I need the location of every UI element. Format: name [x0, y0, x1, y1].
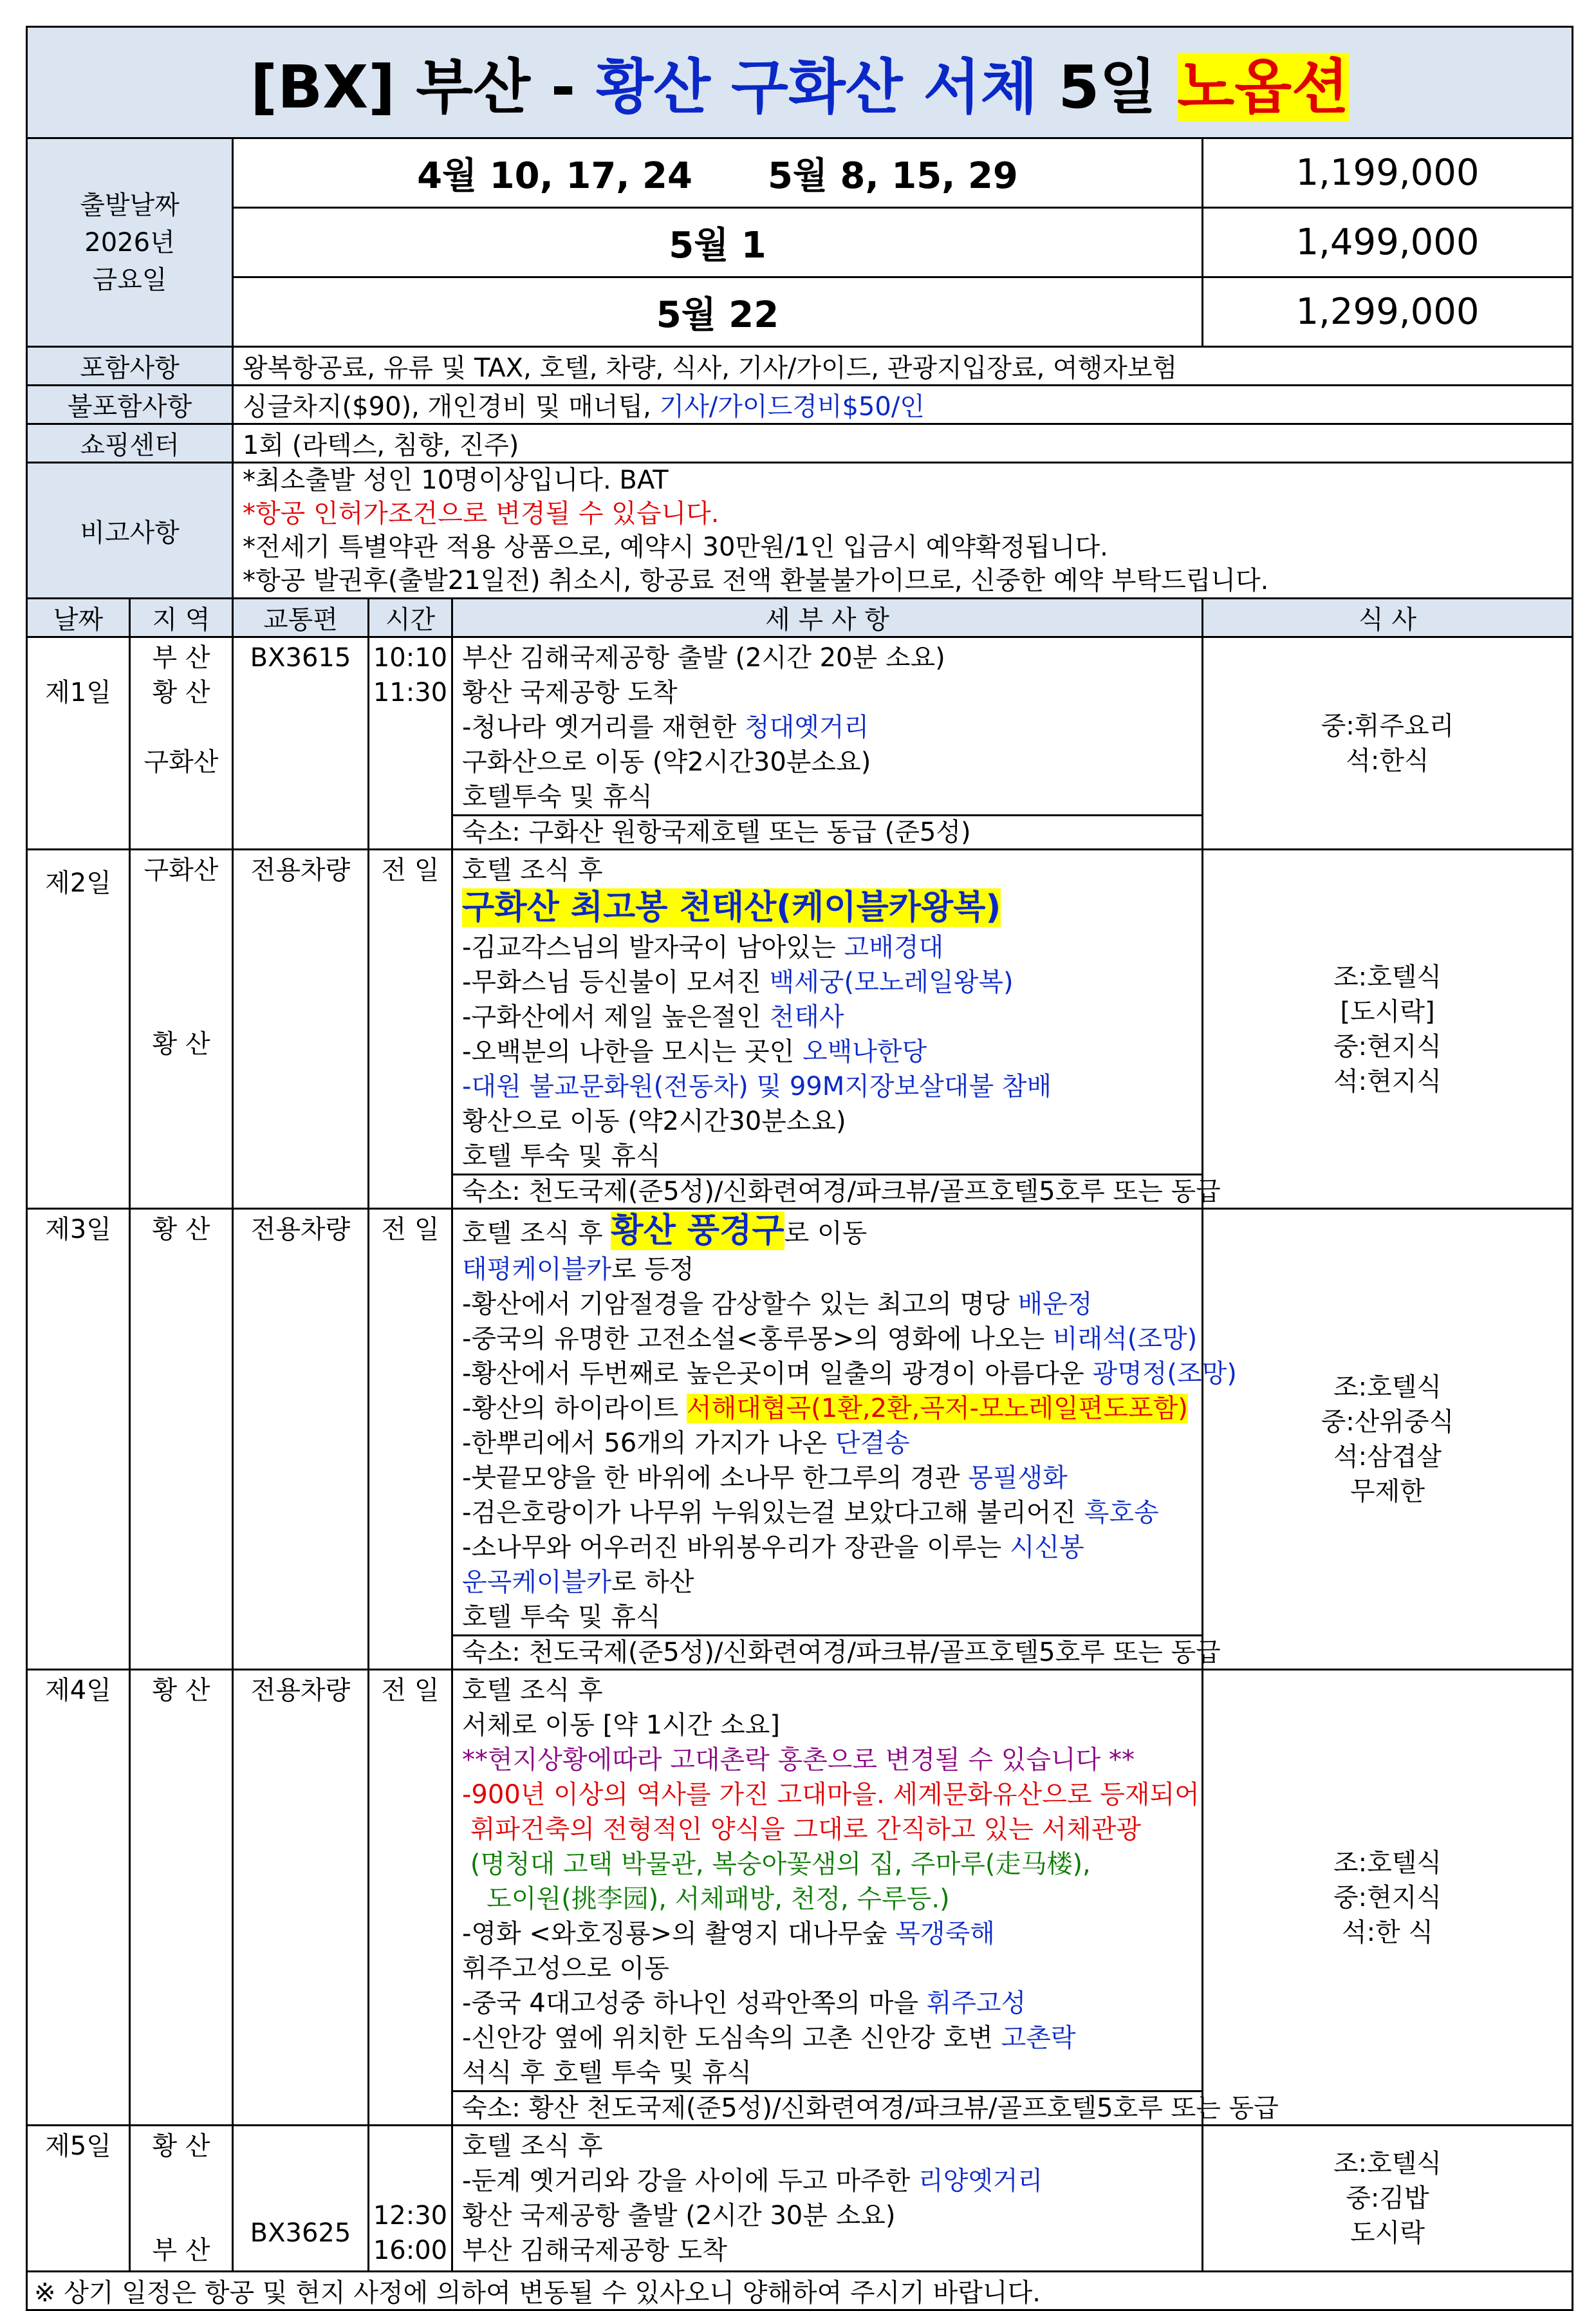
detail-text: -황산에서 두번째로 높은곳이며 일출의 광경이 아름다운	[462, 1359, 1093, 1389]
sight-name: 청대옛거리	[744, 713, 869, 742]
day-5-row	[27, 2126, 1573, 2272]
sight-name: 휘주고성	[926, 1988, 1026, 2018]
detail-line: 호텔투숙 및 휴식	[462, 782, 653, 812]
departure-dates-1: 4월 10, 17, 24 5월 8, 15, 29	[233, 138, 1203, 208]
sight-name: 고촌락	[1001, 2023, 1076, 2053]
day-label	[27, 850, 130, 1209]
region-huangshan: 황 산	[152, 1029, 210, 1059]
detail-line	[462, 1391, 1202, 1426]
departure-price-2: 1,499,000	[1203, 208, 1573, 277]
meal-breakfast: 조:호텔식	[1333, 1848, 1442, 1878]
detail-line: 황산 국제공항 도착	[462, 678, 678, 707]
lodging-info: 숙소: 천도국제(준5성)/신화련여경/파크뷰/골프호텔5호루 또는 동급	[453, 1174, 1202, 1208]
sight-name: 리양옛거리	[918, 2166, 1043, 2196]
detail-line: 서체로 이동 [약 1시간 소요]	[462, 1710, 780, 1740]
sight-name: 배운정	[1017, 1289, 1093, 1319]
detail-line: 호텔 투숙 및 휴식	[462, 1602, 661, 1632]
detail-text: 로 등정	[611, 1255, 694, 1284]
day-label: 제5일	[27, 2126, 130, 2272]
day-label: 제3일	[27, 1209, 130, 1670]
detail-line	[462, 1000, 1202, 1034]
notes-label: 비고사항	[27, 463, 233, 599]
day-transport: 전용차량	[233, 850, 369, 1209]
detail-text: -신안강 옆에 위치한 도심속의 고촌 신안강 호변	[462, 2023, 1001, 2053]
title-prefix: [BX] 부산 -	[250, 53, 597, 122]
excluded-label: 불포함사항	[27, 386, 233, 424]
day-detail	[452, 1209, 1237, 1670]
itinerary-table	[26, 26, 1573, 2311]
departure-label-2: 2026년	[84, 227, 175, 257]
day-transport	[233, 2126, 369, 2272]
sight-name: 단결송	[835, 1428, 910, 1458]
meal-dinner-note: 무제한	[1350, 1476, 1425, 1506]
meal-dinner: 석:한 식	[1341, 1917, 1434, 1947]
detail-line: 부산 김해국제공항 출발 (2시간 20분 소요)	[462, 643, 945, 673]
detail-line: 호텔 투숙 및 휴식	[462, 1141, 661, 1171]
sight-name: 시신봉	[1009, 1533, 1084, 1562]
day-transport: 전용차량	[233, 1209, 369, 1670]
main-highlight: 구화산 최고봉 천태산(케이블카왕복)	[462, 888, 1001, 927]
day-3-row	[27, 1209, 1573, 1670]
departure-price-3: 1,299,000	[1203, 277, 1573, 347]
excluded-text	[233, 386, 1573, 424]
note-1: *최소출발 성인 10명이상입니다. BAT	[243, 465, 669, 495]
day-label	[27, 637, 130, 850]
detail-line	[462, 930, 1202, 965]
detail-text: -황산의 하이라이트	[462, 1394, 687, 1423]
detail-text: -구화산에서 제일 높은절인	[462, 1002, 770, 1032]
title-destinations: 황산 구화산 서체	[596, 53, 1038, 122]
region-busan: 부 산	[152, 643, 210, 673]
meal-dinner: 석:한식	[1346, 745, 1429, 776]
meal-boxed: [도시락]	[1340, 996, 1435, 1027]
header-detail: 세 부 사 항	[452, 599, 1203, 637]
time-arrive: 11:30	[373, 678, 448, 707]
day-region	[130, 637, 233, 850]
day-time: 전 일	[369, 1670, 452, 2126]
detail-line: 휘주고성으로 이동	[462, 1954, 669, 1983]
departure-dates-2: 5월 1	[233, 208, 1203, 277]
detail-line	[462, 2164, 1202, 2198]
day-4-row	[27, 1670, 1573, 2126]
detail-text: -무화스님 등신불이 모셔진	[462, 968, 770, 997]
detail-line	[462, 1322, 1202, 1356]
title-no-option-badge: 노옵션	[1177, 53, 1349, 122]
sight-name: 오백나한당	[802, 1037, 927, 1067]
day-meal	[1203, 850, 1573, 1209]
detail-line: 황산 국제공항 출발 (2시간 30분 소요)	[462, 2201, 896, 2231]
header-transport: 교통편	[233, 599, 369, 637]
detail-line	[462, 1495, 1202, 1530]
day-transport: BX3615	[233, 637, 369, 850]
detail-text: 로 하산	[611, 1567, 694, 1597]
detail-line: 도이원(挑李园), 서체패방, 천정, 수루등.)	[462, 1884, 950, 1914]
excluded-guide-fee: 기사/가이드경비$50/인	[659, 392, 925, 422]
region-jiuhuashan: 구화산	[144, 856, 219, 885]
day-transport: 전용차량	[233, 1670, 369, 2126]
detail-line	[462, 1916, 1202, 1951]
day-meal	[1203, 2126, 1573, 2272]
day-region: 황 산	[130, 1209, 233, 1670]
day-time	[369, 637, 452, 850]
page-title	[27, 27, 1573, 138]
header-time: 시간	[369, 599, 452, 637]
header-meal: 식 사	[1203, 599, 1573, 637]
meal-breakfast: 조:호텔식	[1333, 2149, 1442, 2178]
day-region	[130, 850, 233, 1209]
sight-name: 광명정(조망)	[1092, 1359, 1237, 1389]
note-3: *전세기 특별약관 적용 상품으로, 예약시 30만원/1인 입금시 예약확정됩니다.	[243, 532, 1108, 562]
day-region	[130, 2126, 233, 2272]
day-detail	[452, 637, 1203, 850]
title-suffix: 5일	[1037, 53, 1178, 122]
detail-text: -한뿌리에서 56개의 가지가 나온	[462, 1428, 835, 1458]
detail-line	[462, 1212, 1202, 1252]
detail-line: 호텔 조식 후	[462, 2131, 603, 2161]
detail-line	[462, 2021, 1202, 2055]
day-label: 제4일	[27, 1670, 130, 2126]
region-huangshan: 황 산	[152, 678, 210, 707]
detail-line	[462, 1287, 1202, 1322]
detail-line: 석식 후 호텔 투숙 및 휴식	[462, 2058, 752, 2088]
detail-line	[462, 965, 1202, 1000]
region-huangshan: 황 산	[152, 2131, 210, 2161]
day-meal	[1203, 637, 1573, 850]
detail-text: -중국 4대고성중 하나인 성곽안쪽의 마을	[462, 1988, 927, 2018]
lodging-info: 숙소: 천도국제(준5성)/신화련여경/파크뷰/골프호텔5호루 또는 동급	[453, 1634, 1202, 1669]
time-depart: 12:30	[373, 2201, 448, 2231]
excluded-main: 싱글차지($90), 개인경비 및 매너팁,	[243, 392, 660, 422]
day-1-row	[27, 637, 1573, 850]
included-label: 포함사항	[27, 347, 233, 386]
meal-lunch: 중:현지식	[1333, 1882, 1442, 1913]
lodging-info: 숙소: 구화산 원항국제호텔 또는 동급 (준5성)	[453, 814, 1202, 848]
detail-line: 휘파건축의 전형적인 양식을 그대로 간직하고 있는 서체관광	[462, 1815, 1142, 1844]
detail-line: 호텔 조식 후	[462, 1676, 603, 1705]
sight-name: 고배경대	[844, 933, 944, 962]
day-time: 전 일	[369, 1209, 452, 1670]
detail-text: -황산에서 기암절경을 감상할수 있는 최고의 명당	[462, 1289, 1018, 1319]
itinerary-page	[26, 26, 1572, 2311]
departure-label	[27, 138, 233, 347]
detail-text: -청나라 옛거리를 재현한	[462, 713, 745, 742]
meal-lunch: 중:휘주요리	[1321, 711, 1454, 741]
day-detail	[452, 850, 1221, 1209]
note-4: *항공 발권후(출발21일전) 취소시, 항공료 전액 환불불가이므로, 신중한 예약 부탁드립니다.	[243, 566, 1269, 595]
sight-name: 몽필생화	[968, 1463, 1068, 1493]
header-day: 날짜	[27, 599, 130, 637]
meal-lunch-note: 도시락	[1350, 2218, 1425, 2248]
sight-name: 비래석(조망)	[1052, 1324, 1198, 1354]
sight-name: 운곡케이블카	[462, 1567, 611, 1597]
detail-line: 구화산으로 이동 (약2시간30분소요)	[462, 747, 871, 777]
detail-line: (명청대 고택 박물관, 복숭아꽃샘의 집, 주마루(走马楼),	[462, 1849, 1091, 1879]
day-region: 황 산	[130, 1670, 233, 2126]
departure-label-1: 출발날짜	[80, 190, 180, 220]
detail-text: -영화 <와호징룡>의 촬영지 대나무숲	[462, 1919, 896, 1949]
departure-price-1: 1,199,000	[1203, 138, 1573, 208]
shopping-text: 1회 (라텍스, 침향, 진주)	[233, 424, 1573, 463]
meal-dinner: 석:삼겹살	[1333, 1441, 1442, 1472]
region-busan: 부 산	[152, 2236, 210, 2265]
sight-name: 목갱죽해	[895, 1919, 995, 1949]
meal-lunch: 중:산위중식	[1321, 1407, 1454, 1437]
detail-line: -대원 불교문화원(전동차) 및 99M지장보살대불 참배	[462, 1072, 1052, 1101]
meal-lunch: 중:현지식	[1333, 1031, 1442, 1062]
detail-line: -900년 이상의 역사를 가진 고대마을. 세계문화유산으로 등재되어	[462, 1780, 1200, 1810]
day-time	[369, 2126, 452, 2272]
detail-line	[462, 1530, 1202, 1565]
detail-text: -중국의 유명한 고전소설<홍루몽>의 영화에 나오는	[462, 1324, 1053, 1354]
day-detail	[452, 2126, 1203, 2272]
main-highlight: 황산 풍경구	[611, 1212, 784, 1250]
detail-line: 부산 김해국제공항 도착	[462, 2236, 727, 2265]
detail-line	[462, 1252, 1202, 1287]
detail-line: 황산으로 이동 (약2시간30분소요)	[462, 1107, 846, 1136]
meal-breakfast: 조:호텔식	[1333, 962, 1442, 992]
time-arrive: 16:00	[373, 2236, 448, 2265]
detail-line	[462, 710, 1202, 745]
sight-name: 천태사	[769, 1002, 844, 1032]
day-meal	[1203, 1209, 1573, 1670]
detail-line	[462, 1034, 1202, 1069]
detail-notice: **현지상황에따라 고대촌락 홍촌으로 변경될 수 있습니다 **	[462, 1745, 1135, 1775]
detail-text: -붓끝모양을 한 바위에 소나무 한그루의 경관	[462, 1463, 969, 1493]
detail-text: -소나무와 어우러진 바위봉우리가 장관을 이루는	[462, 1533, 1010, 1562]
day-meal	[1203, 1670, 1573, 2126]
lodging-info: 숙소: 황산 천도국제(준5성)/신화련여경/파크뷰/골프호텔5호루 또는 동급	[453, 2090, 1202, 2124]
time-depart: 10:10	[373, 643, 448, 673]
meal-lunch: 중:김밥	[1346, 2184, 1429, 2213]
footer-note: ※ 상기 일정은 항공 및 현지 사정에 의하여 변동될 수 있사오니 양해하여 주시기 바랍니다.	[27, 2272, 1573, 2310]
sight-name: 태평케이블카	[462, 1255, 611, 1284]
day-2-label: 제2일	[45, 868, 111, 898]
departure-dates-3: 5월 22	[233, 277, 1203, 347]
detail-text: 호텔 조식 후	[462, 1219, 611, 1248]
region-jiuhuashan: 구화산	[144, 747, 219, 777]
meal-breakfast: 조:호텔식	[1333, 1372, 1442, 1402]
header-region: 지 역	[130, 599, 233, 637]
shopping-label: 쇼핑센터	[27, 424, 233, 463]
detail-line	[462, 1986, 1202, 2021]
detail-line	[462, 1356, 1237, 1391]
departure-label-3: 금요일	[92, 265, 167, 295]
sight-name: 흑호송	[1084, 1498, 1159, 1528]
day-detail	[452, 1670, 1279, 2126]
detail-text: -오백분의 나한을 모시는 곳인	[462, 1037, 803, 1067]
detail-line	[462, 1565, 1202, 1600]
detail-line: 호텔 조식 후	[462, 856, 603, 885]
day-time: 전 일	[369, 850, 452, 1209]
detail-text: -김교각스님의 발자국이 남아있는	[462, 933, 844, 962]
sight-highlight: 서해대협곡(1환,2환,곡저-모노레일편도포함)	[686, 1394, 1188, 1423]
meal-dinner: 석:현지식	[1333, 1066, 1442, 1096]
detail-text: -검은호랑이가 나무위 누워있는걸 보았다고해 불리어진	[462, 1498, 1084, 1528]
detail-text: -둔계 옛거리와 강을 사이에 두고 마주한	[462, 2166, 918, 2196]
sight-name: 백세궁(모노레일왕복)	[769, 968, 1014, 997]
day-1-label: 제1일	[45, 678, 111, 707]
day-2-row	[27, 850, 1573, 1209]
flight-number: BX3625	[250, 2218, 351, 2248]
detail-text: 로 이동	[784, 1219, 868, 1248]
detail-line	[462, 1461, 1202, 1495]
included-text: 왕복항공료, 유류 및 TAX, 호텔, 차량, 식사, 기사/가이드, 관광지입장료, 여행자보험	[233, 347, 1573, 386]
notes-text	[233, 463, 1573, 599]
detail-line	[462, 1426, 1202, 1461]
note-2: *항공 인허가조건으로 변경될 수 있습니다.	[243, 499, 719, 529]
